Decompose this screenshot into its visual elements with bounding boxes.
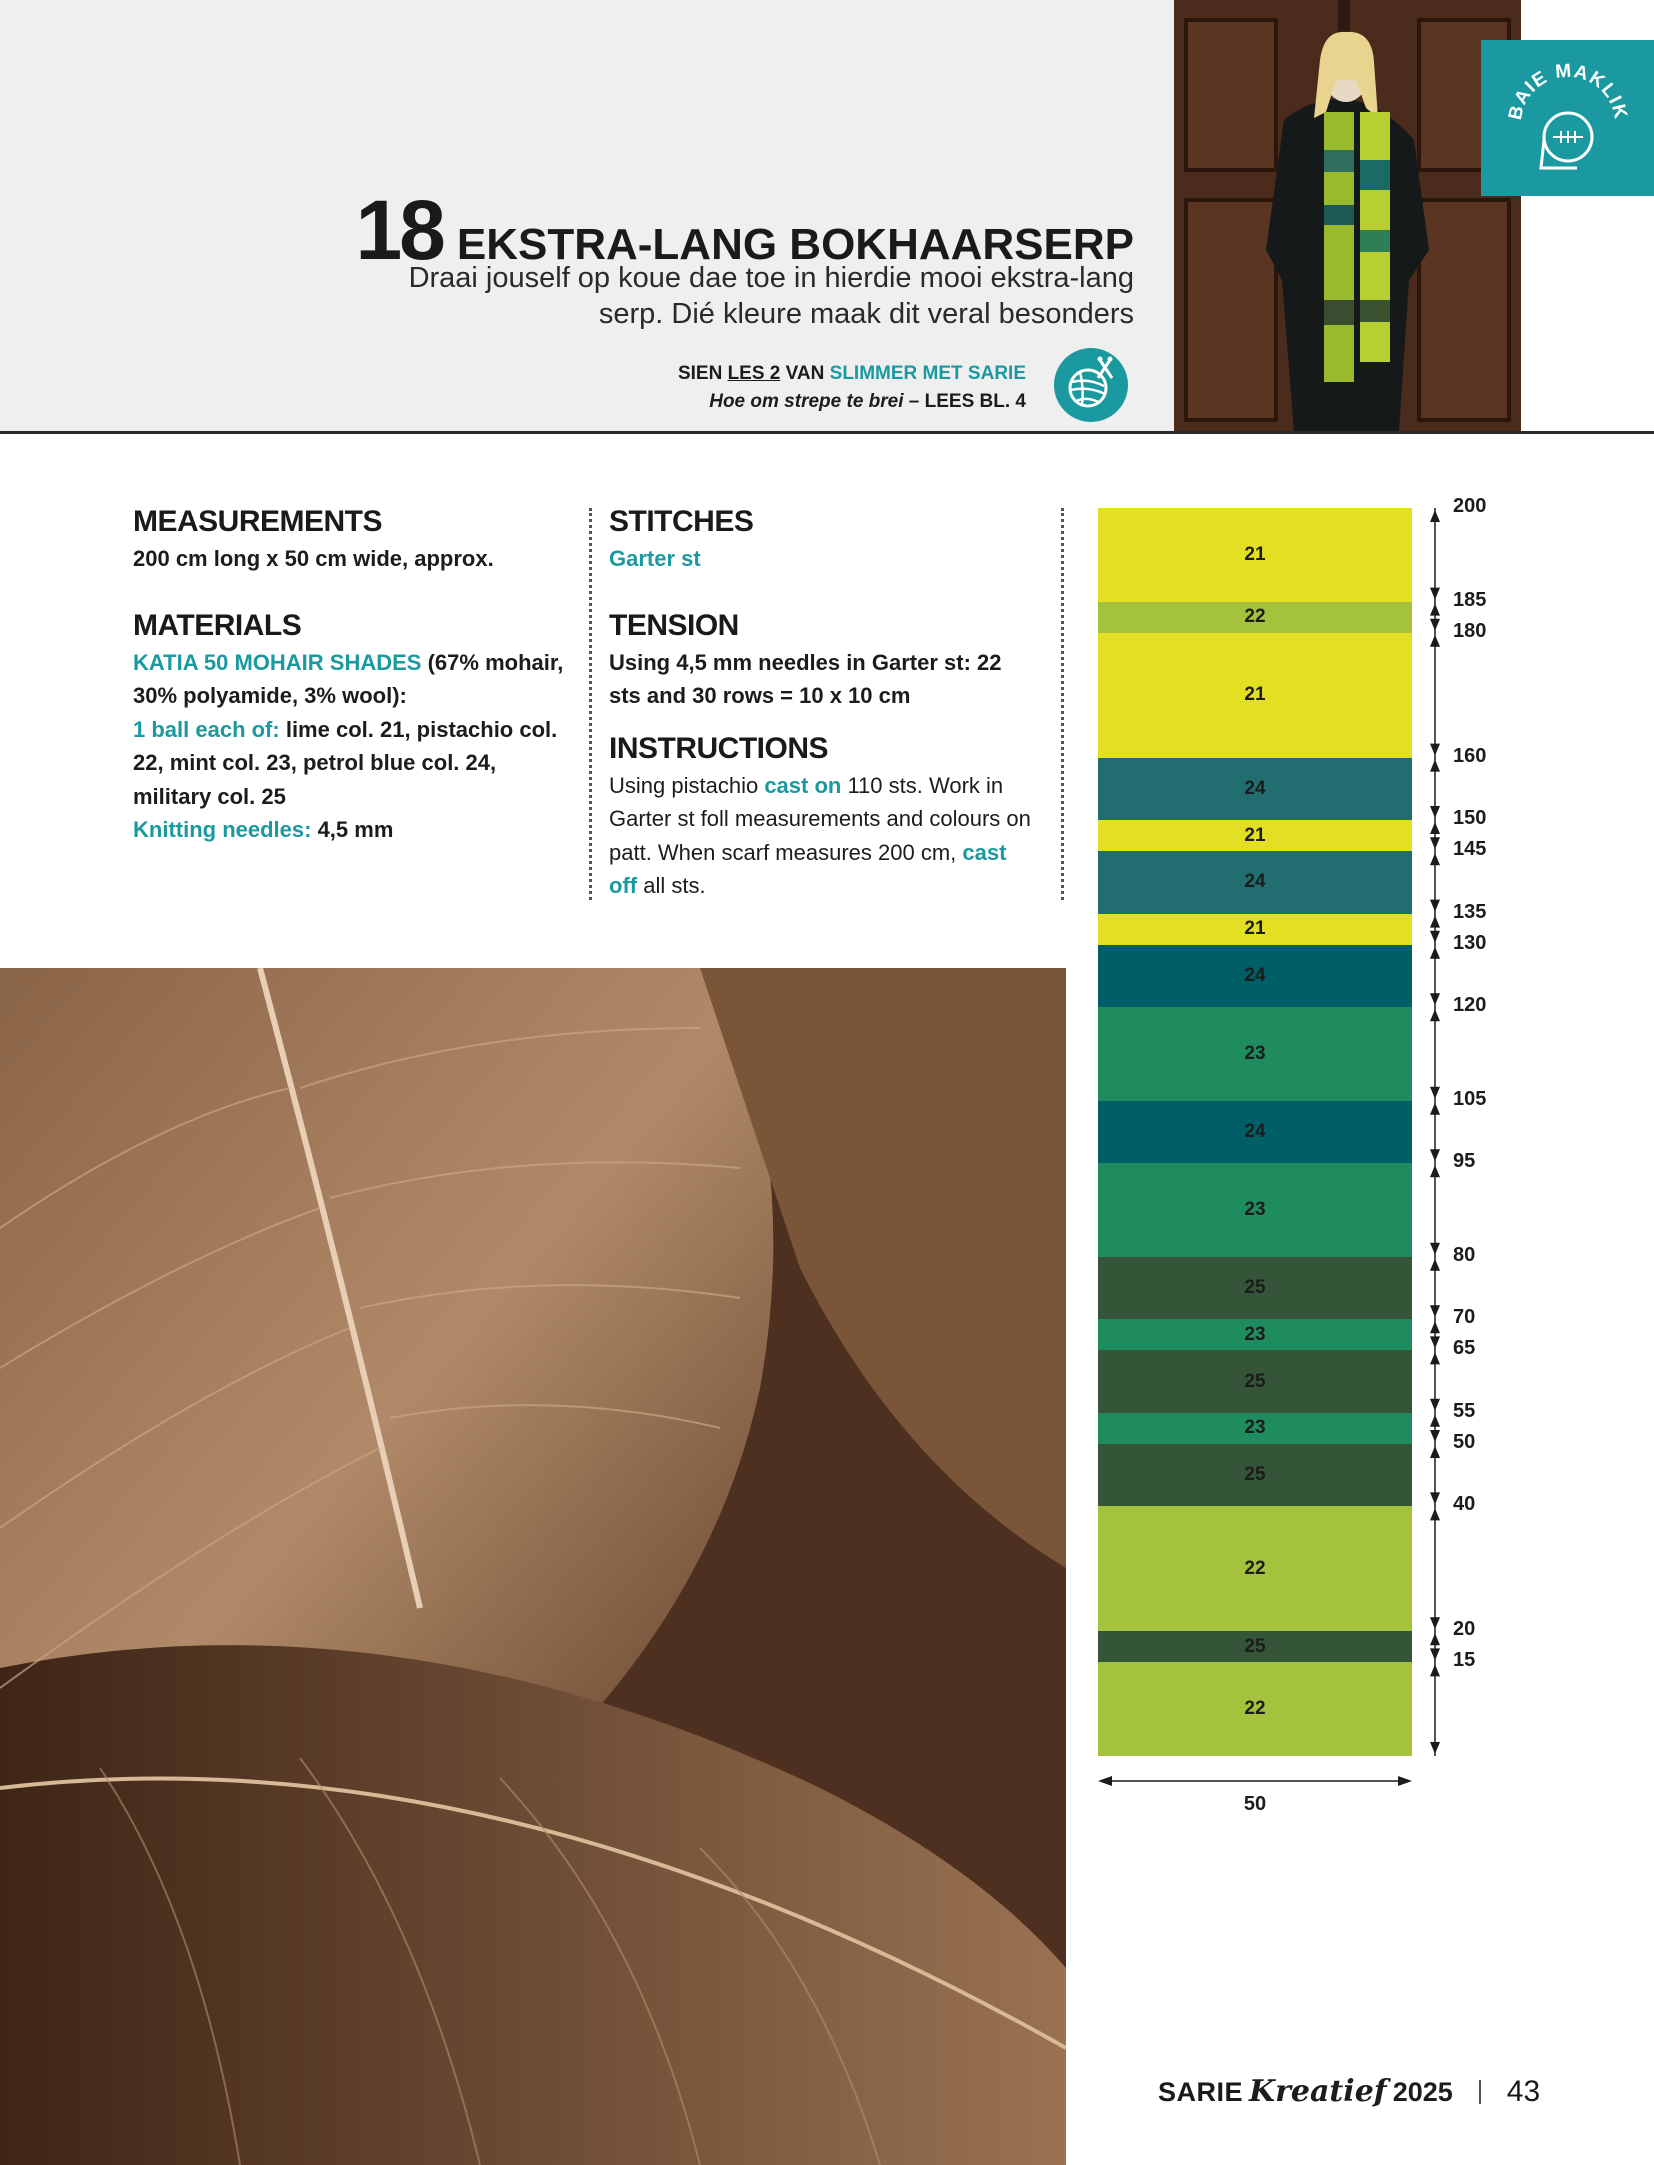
pattern-title: EKSTRA-LANG BOKHAARSERP — [456, 220, 1134, 269]
stripe-colour-label: 21 — [1244, 684, 1266, 706]
lesson-reference — [678, 360, 1026, 416]
stripe-colour-label: 22 — [1244, 1698, 1266, 1720]
ruler-arrow — [1430, 1648, 1440, 1660]
measurements-heading: MEASUREMENTS — [133, 505, 383, 538]
stripe-colour-label: 21 — [1244, 543, 1266, 565]
header-divider — [0, 431, 1654, 434]
ruler-arrow — [1430, 619, 1440, 631]
page-number: 43 — [1506, 2075, 1541, 2108]
cast-off-term: cast off — [609, 839, 1007, 898]
ruler-arrow — [1430, 1508, 1440, 1520]
materials-heading: MATERIALS — [133, 608, 302, 642]
ruler-tick-label: 135 — [1453, 900, 1487, 923]
ruler-arrow — [1430, 853, 1440, 865]
ruler-arrow — [1430, 1336, 1440, 1348]
ruler-arrow — [1430, 806, 1440, 818]
ruler-tick-label: 95 — [1453, 1150, 1476, 1173]
stripe-colour-label: 25 — [1244, 1277, 1266, 1298]
scarf-width-label: 50 — [1243, 1793, 1267, 1815]
ruler-arrow — [1430, 993, 1440, 1005]
ruler-arrow — [1430, 1446, 1440, 1458]
lesson-link[interactable]: LES 2 — [727, 363, 781, 384]
ruler-tick-label: 160 — [1453, 744, 1487, 767]
ruler-arrow — [1430, 1165, 1440, 1177]
stripe-colour-label: 25 — [1244, 1370, 1266, 1392]
ruler-arrow — [1430, 1009, 1440, 1021]
ruler-arrow — [1430, 510, 1440, 522]
ruler-tick-label: 105 — [1453, 1087, 1487, 1110]
tape-measure-icon — [1541, 113, 1592, 168]
tension-text: Using 4,5 mm needles in Garter st: 22 sts and 30 rows = 10 x 10 cm — [609, 649, 1002, 708]
ruler-arrow — [1430, 744, 1440, 756]
stripe-colour-label: 21 — [1244, 918, 1266, 940]
column-separator — [589, 508, 592, 900]
ruler-arrow — [1430, 1415, 1440, 1427]
instructions-text — [609, 769, 1039, 903]
ruler-arrow — [1430, 947, 1440, 959]
ruler-tick-label: 80 — [1453, 1243, 1476, 1266]
ruler-tick-label: 55 — [1453, 1399, 1476, 1422]
ruler-arrow — [1430, 604, 1440, 616]
stripe-colour-label: 23 — [1244, 1199, 1266, 1220]
ruler-arrow — [1430, 931, 1440, 943]
scarf-diagram — [1098, 508, 1412, 1756]
footer-kreatief: Kreatief — [1249, 2074, 1387, 2109]
stripe-colour-label: 23 — [1244, 1323, 1266, 1345]
width-arrow-left — [1098, 1776, 1112, 1786]
materials-column — [133, 502, 573, 847]
ruler-arrow — [1430, 1259, 1440, 1271]
ruler-tick-label: 200 — [1453, 495, 1487, 517]
read-page: – LEES BL. 4 — [903, 391, 1026, 412]
ruler-arrow — [1430, 588, 1440, 600]
width-arrow-right — [1398, 1776, 1412, 1786]
sien-van: VAN — [780, 363, 830, 384]
stripe-colour-label: 25 — [1244, 1464, 1266, 1486]
stitches-text: Garter st — [609, 546, 701, 571]
ruler-tick-label: 70 — [1453, 1306, 1476, 1329]
ruler-arrow — [1430, 916, 1440, 928]
stripe-colour-label: 21 — [1244, 824, 1266, 846]
ruler-tick-label: 50 — [1453, 1431, 1476, 1453]
instr-part-3: all sts. — [637, 873, 706, 898]
ruler-arrow — [1430, 1664, 1440, 1676]
ruler-arrow — [1430, 1321, 1440, 1333]
ruler-arrow — [1430, 837, 1440, 849]
instructions-column — [609, 502, 1039, 903]
stripe-colour-label: 23 — [1244, 1043, 1266, 1064]
ruler-arrow — [1430, 1352, 1440, 1364]
cast-on-term: cast on — [764, 772, 842, 798]
stripe-colour-label: 24 — [1244, 1121, 1266, 1142]
needles-size: 4,5 mm — [311, 817, 394, 842]
footer-year: 2025 — [1392, 2077, 1453, 2107]
ruler-arrow — [1430, 1633, 1440, 1645]
needles-line — [133, 813, 573, 847]
leaf-photo — [0, 968, 1066, 2165]
page-footer — [1158, 2074, 1540, 2109]
stitches-heading: STITCHES — [609, 505, 754, 538]
stripe-colour-label: 24 — [1244, 777, 1266, 799]
ruler-arrow — [1430, 1243, 1440, 1255]
ruler-tick-label: 20 — [1453, 1618, 1476, 1641]
ruler-tick-label: 180 — [1453, 619, 1487, 642]
tension-heading: TENSION — [609, 608, 739, 642]
instructions-heading: INSTRUCTIONS — [609, 731, 828, 765]
ruler-arrow — [1430, 760, 1440, 772]
stripe-colour-label: 25 — [1244, 1635, 1266, 1657]
ruler-arrow — [1430, 1149, 1440, 1161]
ball-colours: lime col. 21, pistachio col. 22, mint col. 23, petrol blue col. 24, military col. 25 — [133, 716, 558, 809]
stripe-colour-label: 23 — [1244, 1417, 1266, 1439]
ruler-tick-label: 145 — [1453, 838, 1487, 861]
ruler-arrow — [1430, 1430, 1440, 1442]
badge-text: BAIE MAKLIK — [1504, 60, 1632, 122]
ruler-tick-label: 130 — [1453, 931, 1487, 954]
footer-divider — [1479, 2080, 1481, 2104]
pattern-subtitle: Draai jouself op koue dae toe in hierdie mooi ekstra-lang serp. Dié kleure maak dit veral besonders — [408, 262, 1134, 330]
ruler-tick-label: 150 — [1453, 807, 1487, 829]
ruler-arrow — [1430, 1617, 1440, 1629]
ruler-arrow — [1430, 1087, 1440, 1099]
ruler-tick-label: 40 — [1453, 1493, 1476, 1516]
ruler-arrow — [1430, 1492, 1440, 1504]
column-separator — [1061, 508, 1064, 900]
ruler-arrow — [1430, 900, 1440, 912]
instr-part-1: Using pistachio — [609, 772, 765, 798]
ruler-arrow — [1430, 1742, 1440, 1754]
ball-list — [133, 713, 573, 814]
ruler-tick-label: 65 — [1453, 1337, 1476, 1360]
ruler-tick-label: 120 — [1453, 994, 1487, 1017]
stripe-colour-label: 22 — [1244, 1557, 1266, 1579]
lesson-topic: Hoe om strepe te brei — [709, 391, 904, 412]
yarn-brand: KATIA 50 MOHAIR SHADES — [133, 649, 422, 675]
model-photo — [1174, 0, 1521, 432]
instr-part-2: 110 sts. Work in Garter st foll measurements and colours on patt. When scarf measures 200 cm, — [609, 772, 1031, 865]
stripe-colour-label: 22 — [1244, 606, 1266, 628]
ball-label: 1 ball each of: — [133, 716, 280, 742]
sien-prefix: SIEN — [677, 363, 728, 384]
ruler-arrow — [1430, 635, 1440, 647]
stripe-colour-label: 24 — [1244, 965, 1266, 986]
yarn-ball-icon — [1054, 348, 1128, 422]
ruler-arrow — [1430, 1399, 1440, 1411]
ruler-arrow — [1430, 822, 1440, 834]
difficulty-badge — [1481, 40, 1654, 196]
ruler-tick-label: 185 — [1453, 588, 1487, 611]
yarn-composition: (67% mohair, 30% polyamide, 3% wool): — [133, 649, 564, 708]
materials-text — [133, 646, 573, 713]
ruler-arrow — [1430, 1305, 1440, 1317]
slimmer-link[interactable]: SLIMMER MET SARIE — [829, 363, 1026, 384]
ruler-arrow — [1430, 1103, 1440, 1115]
footer-brand: SARIE — [1158, 2077, 1244, 2107]
measurements-text: 200 cm long x 50 cm wide, approx. — [133, 546, 494, 571]
stripe-colour-label: 24 — [1244, 871, 1266, 893]
ruler-tick-label: 15 — [1453, 1649, 1476, 1672]
pattern-number: 18 — [355, 183, 443, 277]
needles-label: Knitting needles: — [133, 817, 312, 842]
